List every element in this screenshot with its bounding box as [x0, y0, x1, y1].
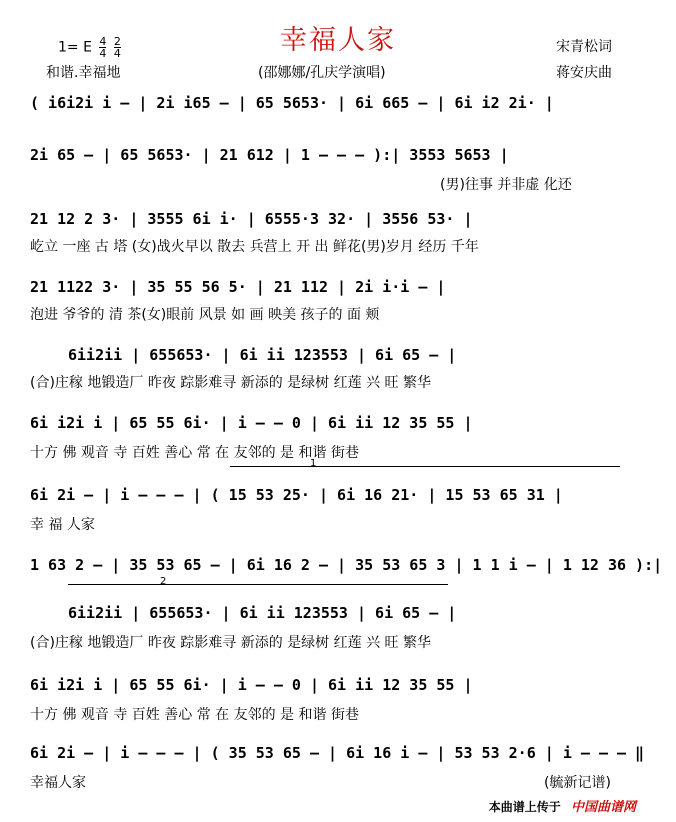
song-title: 幸福人家: [280, 25, 396, 56]
time-sig-top: 2: [113, 35, 121, 48]
notation-line: 6i 2i – | i – – – | ( 35 53 65 – | 6i 16 i – | 53 53 2·6 | i – – – ‖: [30, 744, 645, 762]
volta-bracket-1: [230, 466, 620, 467]
footer-text: 本曲谱上传于: [488, 800, 561, 814]
notation-line: ( i6i2i i – | 2i i65 – | 65 5653· | 6i 665 – | 6i i2 2i· |: [30, 94, 554, 112]
site-logo[interactable]: 中国曲谱网: [570, 800, 636, 815]
transcriber-credit: (毓新记谱): [544, 775, 611, 791]
time-sig-bottom: 4: [99, 47, 107, 60]
lyricist: 宋青松词: [556, 39, 612, 55]
notation-line: 21 12 2 3· | 3555 6i i· | 6555·3 32· | 3556 53· |: [30, 210, 473, 228]
volta-bracket-2: [68, 584, 448, 585]
notation-line: 1 63 2 – | 35 53 65 – | 6i 16 2 – | 35 53 65 3 | 1 1 i – | 1 12 36 ):|: [30, 556, 663, 574]
key-label: 1= E: [58, 39, 92, 56]
notation-line: 6i i2i i | 65 55 6i· | i – – 0 | 6i ii 12 35 55 |: [30, 676, 473, 694]
key-signature: [58, 36, 121, 59]
composer: 蒋安庆曲: [556, 65, 612, 81]
footer: [489, 796, 636, 815]
lyric-line: (合)庄稼 地锻造厂 昨夜 踪影难寻 新添的 是绿树 红莲 兴 旺 繁华: [30, 635, 431, 651]
lyric-line: 泡进 爷爷的 清 茶(女)眼前 风景 如 画 映美 孩子的 面 颊: [30, 307, 380, 323]
time-sig-bottom: 4: [113, 47, 121, 60]
lyric-line: 十方 佛 观音 寺 百姓 善心 常 在 友邻的 是 和谐 街巷: [30, 445, 359, 461]
lyric-line: (男)往事 并非虚 化还: [440, 177, 572, 193]
time-sig-top: 4: [99, 35, 107, 48]
tempo-style: 和谐.幸福地: [46, 65, 121, 81]
notation-line: 6i 2i – | i – – – | ( 15 53 25· | 6i 16 21· | 15 53 65 31 |: [30, 486, 563, 504]
lyric-line: (合)庄稼 地锻造厂 昨夜 踪影难寻 新添的 是绿树 红莲 兴 旺 繁华: [30, 375, 431, 391]
performers: (邵娜娜/孔庆学演唱): [258, 65, 386, 81]
notation-line: 6i i2i i | 65 55 6i· | i – – 0 | 6i ii 12 35 55 |: [30, 414, 473, 432]
notation-line: 21 1122 3· | 35 55 56 5· | 21 112 | 2i i·i – |: [30, 278, 446, 296]
time-signature-2: [114, 36, 121, 59]
volta-number-1: 1: [310, 458, 317, 469]
lyric-line: 幸 福 人家: [30, 517, 95, 533]
volta-number-2: 2: [160, 576, 167, 587]
lyric-line: 十方 佛 观音 寺 百姓 善心 常 在 友邻的 是 和谐 街巷: [30, 707, 359, 723]
notation-line: 2i 65 – | 65 5653· | 21 612 | 1 – – – ):| 3553 5653 |: [30, 146, 509, 164]
lyric-line: 屹立 一座 古 塔 (女)战火早以 散去 兵营上 开 出 鲜花(男)岁月 经历 千年: [30, 239, 479, 255]
time-signature-1: [99, 36, 106, 59]
notation-line: 6ii2ii | 655653· | 6i ii 123553 | 6i 65 – |: [68, 346, 457, 364]
lyric-line: 幸福人家: [30, 775, 86, 791]
notation-line: 6ii2ii | 655653· | 6i ii 123553 | 6i 65 – |: [68, 604, 457, 622]
